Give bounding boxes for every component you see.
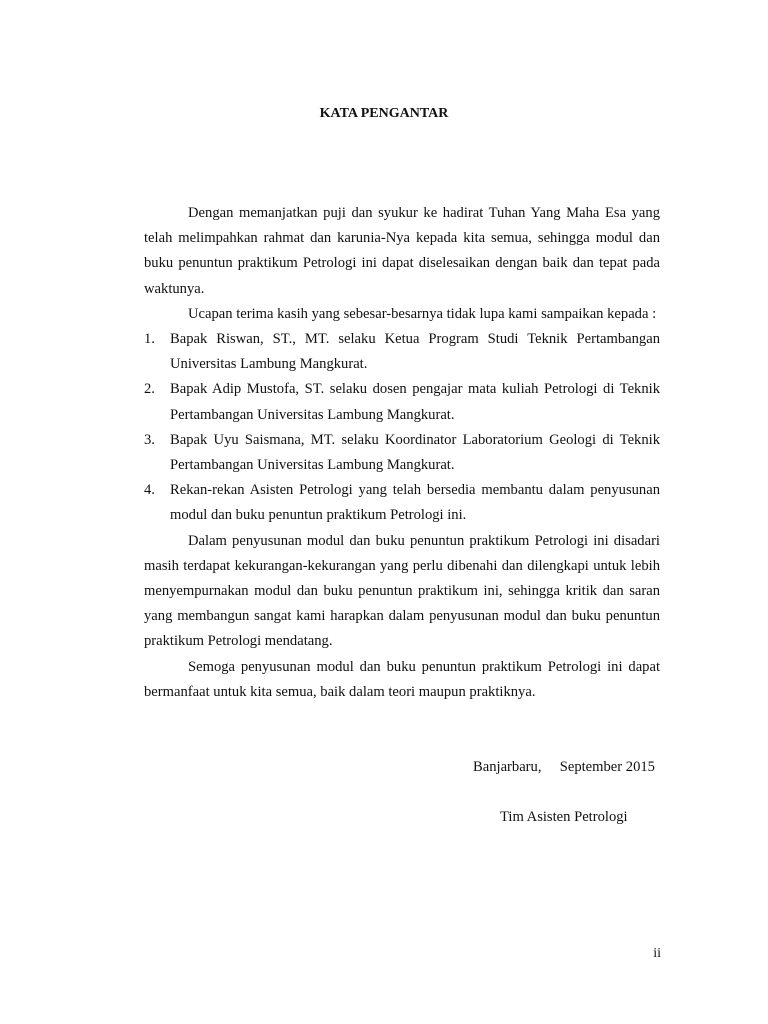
document-body bbox=[144, 201, 660, 705]
list-item bbox=[144, 428, 660, 478]
list-item-text: Bapak Adip Mustofa, ST. selaku dosen pengajar mata kuliah Petrologi di Teknik Pertambangan Universitas Lambung Mangkurat. bbox=[170, 381, 660, 423]
page-title: KATA PENGANTAR bbox=[319, 106, 449, 121]
list-item-number: 2. bbox=[144, 381, 155, 398]
list-item-text: Bapak Uyu Saismana, MT. selaku Koordinator Laboratorium Geologi di Teknik Pertambangan Universitas Lambung Mangkurat. bbox=[170, 431, 660, 474]
list-item-number: 3. bbox=[144, 431, 155, 448]
paragraph-thanks: Ucapan terima kasih yang sebesar-besarnya tidak lupa kami sampaikan kepada : bbox=[188, 305, 657, 322]
list-item-number: 4. bbox=[144, 482, 155, 499]
acknowledgement-list bbox=[144, 327, 660, 529]
list-item-text: Rekan-rekan Asisten Petrologi yang telah bersedia membantu dalam penyusunan modul dan buku penuntun praktikum Petrologi ini. bbox=[170, 482, 660, 524]
signature-place-date: Banjarbaru, September 2015 bbox=[473, 759, 655, 775]
list-item bbox=[144, 327, 660, 377]
paragraph-shortcomings: Dalam penyusunan modul dan buku penuntun praktikum Petrologi ini disadari masih terdapat kekurangan-kekurangan yang perlu dibenahi dan dilengkapi untuk lebih menyempurnakan modul dan buku penuntun praktikum ini, sehingga kritik dan saran yang membangun sangat kami harapkan dalam penyusunan modul dan buku penuntun praktikum Petrologi mendatang. bbox=[144, 532, 660, 650]
list-item bbox=[144, 377, 660, 427]
list-item-text: Bapak Riswan, ST., MT. selaku Ketua Program Studi Teknik Pertambangan Universitas Lambung Mangkurat. bbox=[170, 331, 660, 373]
paragraph-opening: Dengan memanjatkan puji dan syukur ke hadirat Tuhan Yang Maha Esa yang telah melimpahkan rahmat dan karunia-Nya kepada kita semua, sehingga modul dan buku penuntun praktikum Petrologi ini dapat diselesaikan dengan baik dan tepat pada waktunya. bbox=[144, 205, 660, 297]
page-number: ii bbox=[653, 946, 661, 961]
list-item bbox=[144, 478, 660, 528]
signature-name: Tim Asisten Petrologi bbox=[500, 809, 628, 825]
list-item-number: 1. bbox=[144, 331, 155, 348]
paragraph-closing: Semoga penyusunan modul dan buku penuntun praktikum Petrologi ini dapat bermanfaat untuk kita semua, baik dalam teori maupun praktiknya. bbox=[144, 658, 660, 700]
